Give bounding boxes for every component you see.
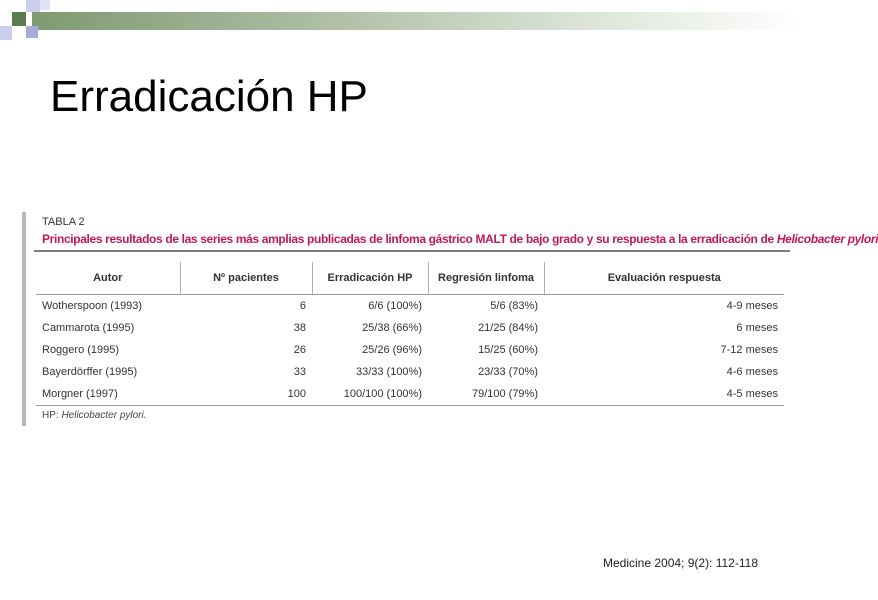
cell-regresion: 15/25 (60%)	[478, 344, 538, 356]
cell-erradicacion: 25/26 (96%)	[362, 344, 422, 356]
cell-autor: Roggero (1995)	[42, 344, 120, 356]
decorative-square	[40, 0, 50, 10]
cell-autor: Morgner (1997)	[36, 383, 180, 406]
cell-evaluacion: 6 meses	[736, 322, 778, 334]
results-table	[36, 262, 784, 406]
table-row	[36, 295, 784, 318]
cell-pacientes: 38	[293, 322, 306, 334]
table-caption	[42, 232, 878, 246]
cell-regresion: 21/25 (84%)	[478, 322, 538, 334]
table-row	[36, 317, 784, 339]
table-caption-text: Principales resultados de las series más amplias publicadas de linfoma gástrico MALT de bajo grado y su respuesta a la erradicación de	[42, 232, 777, 246]
decorative-header	[0, 0, 800, 52]
citation: Medicine 2004; 9(2): 112-118	[603, 556, 758, 570]
table-footnote	[42, 410, 147, 421]
cell-evaluacion: 7-12 meses	[720, 344, 778, 356]
table-header-row	[36, 262, 784, 295]
cell-autor: Wotherspoon (1993)	[42, 300, 143, 312]
cell-pacientes: 6	[299, 300, 306, 312]
decorative-square	[26, 26, 38, 38]
decorative-square	[26, 0, 40, 12]
cell-erradicacion: 25/38 (66%)	[362, 322, 422, 334]
cell-evaluacion: 4-9 meses	[726, 300, 778, 312]
footnote-italic: Helicobacter pylori.	[61, 410, 147, 421]
decorative-square	[0, 26, 12, 40]
decorative-square	[12, 12, 26, 26]
header-erradicacion: Erradicación HP	[312, 262, 428, 295]
header-evaluacion: Evaluación respuesta	[544, 262, 784, 295]
cell-regresion: 23/33 (70%)	[478, 366, 538, 378]
slide-title: Erradicación HP	[50, 72, 368, 121]
decorative-gradient-band	[32, 12, 800, 30]
cell-erradicacion: 33/33 (100%)	[355, 366, 422, 378]
cell-pacientes: 33	[293, 366, 306, 378]
table-row	[36, 361, 784, 383]
header-autor: Autor	[36, 262, 180, 295]
table-row	[36, 383, 784, 406]
table-row	[36, 339, 784, 361]
cell-evaluacion: 4-6 meses	[726, 366, 778, 378]
cell-pacientes: 26	[293, 344, 306, 356]
header-regresion: Regresión linfoma	[428, 262, 544, 295]
cell-autor: Bayerdörffer (1995)	[42, 366, 138, 378]
cell-autor: Cammarota (1995)	[42, 322, 135, 334]
header-pacientes: Nº pacientes	[180, 262, 312, 295]
footnote-prefix: HP:	[42, 410, 62, 421]
cell-pacientes: 100	[180, 383, 312, 406]
table-label: TABLA 2	[42, 216, 85, 228]
table-figure	[22, 212, 878, 426]
cell-erradicacion: 6/6 (100%)	[368, 300, 422, 312]
cell-evaluacion: 4-5 meses	[544, 383, 784, 406]
cell-erradicacion: 100/100 (100%)	[312, 383, 428, 406]
table-top-rule	[34, 250, 790, 252]
table-caption-italic: Helicobacter pylori	[776, 232, 878, 246]
cell-regresion: 5/6 (83%)	[490, 300, 538, 312]
cell-regresion: 79/100 (79%)	[428, 383, 544, 406]
